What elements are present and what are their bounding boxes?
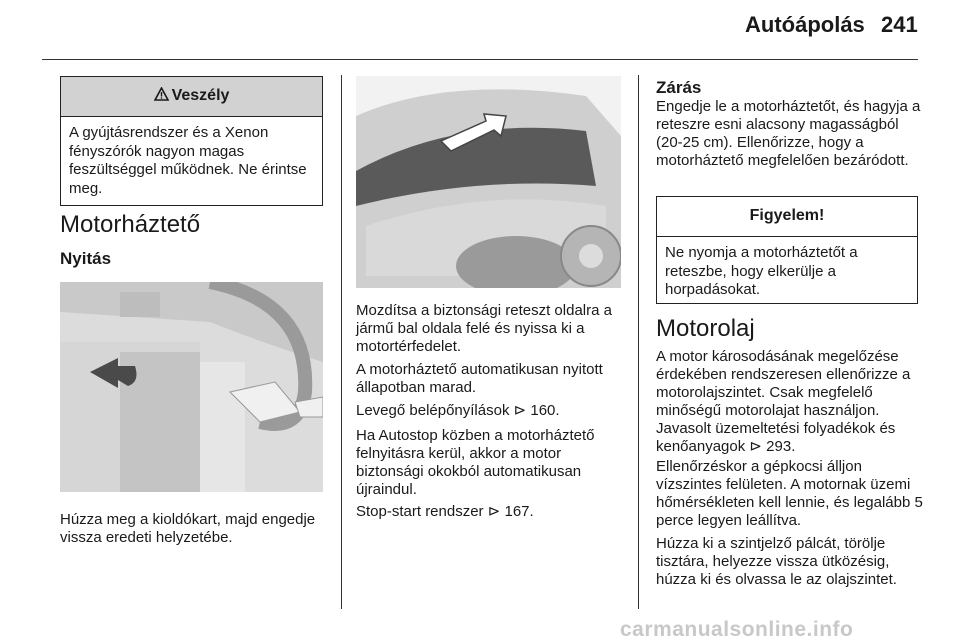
release-caption: Húzza meg a kioldókart, majd engedje vissza eredeti helyzetébe.	[60, 511, 316, 546]
oil-paragraph-2: Ellenőrzéskor a gépkocsi álljon vízszintes felületen. A motornak üzemi hőmérsékleten kell lennie, és legalább 5 perce legyen leállítva.	[656, 458, 923, 529]
car-hood-illustration	[356, 76, 621, 288]
auto-open-paragraph: A motorháztető automatikusan nyitott állapotban marad.	[356, 361, 603, 396]
engine-oil-heading: Motorolaj	[656, 315, 755, 342]
oil-paragraph-1	[656, 348, 924, 456]
page-reference-icon: ⊳	[513, 402, 527, 419]
warning-triangle-icon	[154, 77, 169, 115]
danger-box-title: Veszély	[171, 87, 230, 104]
closing-text: Engedje le a motorháztetőt, és hagyja a reteszre esni alacsony magasságból (20-25 cm). Ellenőrizze, hogy a motorháztető megfelelően bezáródott.	[656, 98, 921, 169]
autostop-paragraph: Ha Autostop közben a motorháztető felnyitásra kerül, akkor a motor biztonsági okokból automatikusan újraindul.	[356, 427, 595, 498]
reference-page[interactable]: 160.	[530, 402, 560, 419]
stop-start-reference	[356, 503, 626, 521]
danger-box-header	[61, 77, 322, 117]
reference-text: Stop-start rendszer	[356, 503, 484, 520]
danger-box-text: A gyújtásrendszer és a Xenon fényszórók nagyon magas feszültséggel működnek. Ne érintse meg.	[69, 124, 307, 197]
header-rule	[42, 59, 918, 60]
oil-text: A motor károsodásának megelőzése érdekében rendszeresen ellenőrizze a motorolajszintet. Csak megfelelő minőségű motorolajat használjon. Javasolt üzemeltetési folyadékok és kenőanyagok	[656, 348, 911, 455]
reference-page[interactable]: 167.	[504, 503, 534, 520]
hood-release-lever-illustration	[60, 282, 323, 492]
opening-subheading: Nyitás	[60, 249, 112, 268]
page-reference-icon: ⊳	[749, 438, 762, 455]
page-number: 241	[881, 12, 918, 37]
section-title: Autóápolás	[745, 12, 865, 37]
air-intake-reference	[356, 402, 626, 420]
watermark: carmanualsonline.info	[620, 618, 854, 641]
latch-paragraph: Mozdítsa a biztonsági reteszt oldalra a jármű bal oldala felé és nyissa ki a motortérfedelet.	[356, 302, 612, 355]
caution-box-title: Figyelem!	[657, 197, 917, 237]
reference-page[interactable]: 293.	[766, 438, 796, 455]
reference-text: Levegő belépőnyílások	[356, 402, 510, 419]
danger-box	[60, 76, 323, 206]
caution-box	[656, 196, 918, 304]
oil-paragraph-3: Húzza ki a szintjelző pálcát, törölje tisztára, helyezze vissza ütközésig, húzza ki és olvassa le az olajszintet.	[656, 535, 897, 588]
column-divider	[638, 75, 639, 609]
hood-heading: Motorháztető	[60, 211, 201, 238]
caution-box-text: Ne nyomja a motorháztetőt a reteszbe, hogy elkerülje a horpadásokat.	[665, 244, 858, 298]
page-reference-icon: ⊳	[487, 503, 501, 520]
column-divider	[341, 75, 342, 609]
closing-heading: Zárás	[656, 78, 702, 97]
